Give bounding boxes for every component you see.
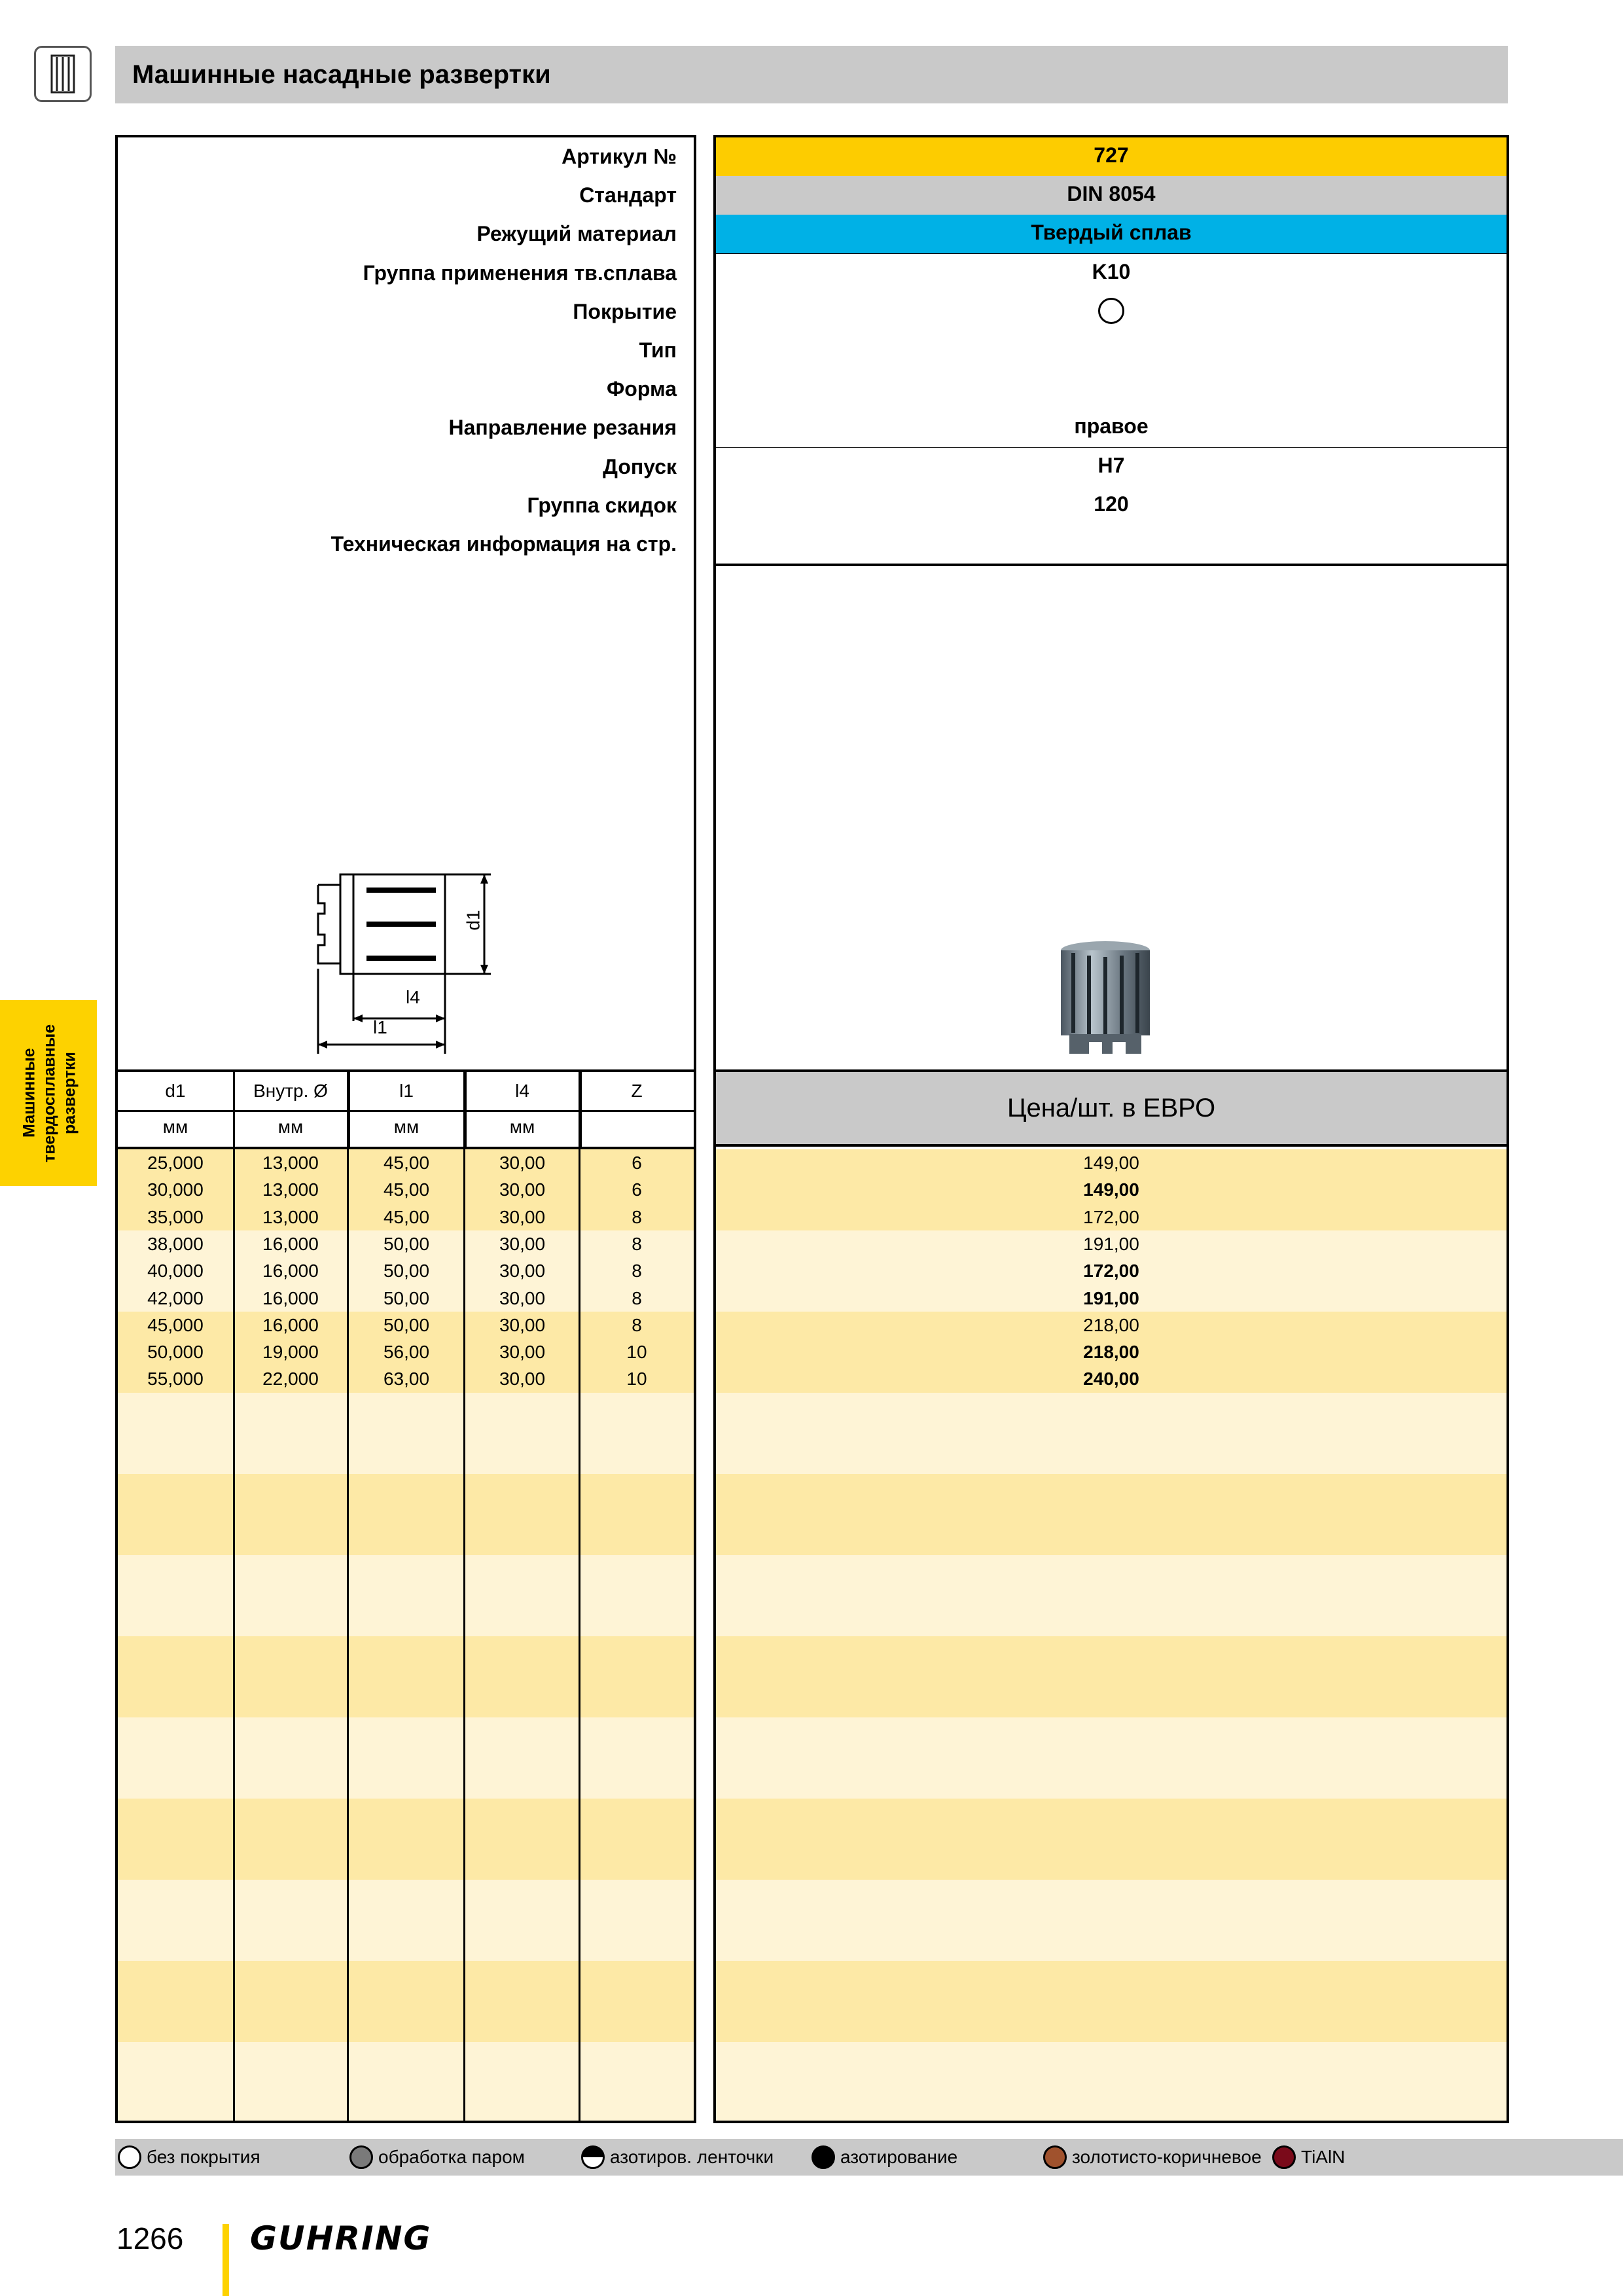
property-value: правое: [716, 408, 1507, 450]
table-cell-price: 149,00: [1083, 1153, 1139, 1173]
column-header: d1: [118, 1069, 235, 1112]
legend-label: золотисто-коричневое: [1072, 2147, 1262, 2167]
table-cell-d1: 55,000: [147, 1369, 204, 1389]
table-stripe: [716, 1555, 1507, 1636]
table-stripe: [118, 1880, 694, 1961]
table-cell-l1: 50,00: [383, 1315, 430, 1335]
table-stripe: [118, 1636, 694, 1717]
property-value: [716, 370, 1507, 411]
table-stripe: [716, 2042, 1507, 2121]
table-stripe: [118, 1393, 694, 1474]
table-cell-d1: 45,000: [147, 1315, 204, 1335]
table-cell-l1: 63,00: [383, 1369, 430, 1389]
table-stripe: [118, 1799, 694, 1880]
column-unit: мм: [118, 1107, 235, 1149]
table-cell-d1: 50,000: [147, 1342, 204, 1362]
table-stripe: [716, 1636, 1507, 1717]
property-label: Стандарт: [579, 183, 677, 207]
table-cell-z: 8: [632, 1234, 642, 1254]
table-cell-z: 8: [632, 1261, 642, 1281]
table-cell-z: 8: [632, 1288, 642, 1308]
property-label: Тип: [639, 338, 677, 362]
table-cell-inner: 13,000: [262, 1153, 319, 1173]
table-stripe: [118, 1555, 694, 1636]
column-divider: [233, 1069, 235, 2121]
property-value: K10: [716, 254, 1507, 295]
table-cell-z: 8: [632, 1315, 642, 1335]
table-stripe: [118, 1961, 694, 2042]
catalog-icon: [34, 46, 92, 102]
property-label: Покрытие: [573, 300, 677, 323]
property-label: Допуск: [603, 455, 677, 478]
page-number: 1266: [116, 2221, 184, 2255]
column-divider: [463, 1069, 465, 2121]
property-label: Техническая информация на стр.: [330, 532, 677, 556]
table-stripe: [716, 1880, 1507, 1961]
table-cell-l4: 30,00: [499, 1342, 546, 1362]
table-cell-l4: 30,00: [499, 1234, 546, 1254]
uncoated-icon: [118, 2145, 141, 2169]
table-cell-inner: 22,000: [262, 1369, 319, 1389]
table-cell-d1: 38,000: [147, 1234, 204, 1254]
legend-label: азотирование: [840, 2147, 958, 2167]
legend-item: [349, 2139, 525, 2176]
legend-label: TiAlN: [1301, 2147, 1346, 2167]
column-header: l1: [348, 1069, 467, 1112]
column-header: Внутр. Ø: [233, 1069, 350, 1112]
table-cell-price: 240,00: [1083, 1369, 1139, 1389]
property-value: Твердый сплав: [716, 215, 1507, 256]
table-cell-inner: 13,000: [262, 1179, 319, 1200]
table-cell-l4: 30,00: [499, 1288, 546, 1308]
table-cell-l4: 30,00: [499, 1207, 546, 1227]
table-cell-price: 191,00: [1083, 1234, 1139, 1254]
table-cell-inner: 16,000: [262, 1315, 319, 1335]
table-cell-l1: 50,00: [383, 1234, 430, 1254]
property-value: 727: [716, 137, 1507, 179]
table-cell-price: 218,00: [1083, 1342, 1139, 1362]
tialn-icon: [1272, 2145, 1296, 2169]
table-cell-d1: 30,000: [147, 1179, 204, 1200]
table-cell-l1: 50,00: [383, 1261, 430, 1281]
legend-label: без покрытия: [147, 2147, 260, 2167]
table-stripe: [118, 2042, 694, 2121]
table-cell-d1: 25,000: [147, 1153, 204, 1173]
legend-label: обработка паром: [378, 2147, 525, 2167]
property-label: Артикул №: [562, 145, 677, 168]
legend-item: [812, 2139, 957, 2176]
section-tab-label: Машинные твердосплавные развертки: [20, 1024, 79, 1162]
table-cell-l1: 45,00: [383, 1179, 430, 1200]
column-unit: мм: [465, 1107, 582, 1149]
nitrided-lands-icon: [581, 2145, 605, 2169]
table-cell-z: 10: [626, 1369, 647, 1389]
table-cell-z: 8: [632, 1207, 642, 1227]
table-cell-price: 172,00: [1083, 1261, 1139, 1281]
table-cell-price: 218,00: [1083, 1315, 1139, 1335]
table-cell-l1: 45,00: [383, 1207, 430, 1227]
table-stripe: [716, 1474, 1507, 1555]
table-cell-l4: 30,00: [499, 1261, 546, 1281]
table-cell-l4: 30,00: [499, 1153, 546, 1173]
table-cell-price: 172,00: [1083, 1207, 1139, 1227]
column-unit: мм: [233, 1107, 350, 1149]
property-value: H7: [716, 448, 1507, 489]
nitrided-icon: [812, 2145, 835, 2169]
table-cell-l4: 30,00: [499, 1315, 546, 1335]
table-stripe: [716, 1961, 1507, 2042]
table-cell-l1: 45,00: [383, 1153, 430, 1173]
technical-drawing: [301, 851, 497, 1060]
property-label: Группа применения тв.сплава: [363, 261, 677, 285]
property-value: 120: [716, 486, 1507, 528]
table-stripe: [716, 1799, 1507, 1880]
table-stripe: [716, 1393, 1507, 1474]
property-value: DIN 8054: [716, 176, 1507, 217]
legend-item: [581, 2139, 774, 2176]
drawing-label-l4: l4: [406, 987, 420, 1007]
table-cell-d1: 42,000: [147, 1288, 204, 1308]
property-label: Группа скидок: [527, 493, 677, 517]
table-cell-z: 6: [632, 1179, 642, 1200]
table-cell-l1: 50,00: [383, 1288, 430, 1308]
column-header: Z: [580, 1069, 696, 1112]
table-cell-inner: 19,000: [262, 1342, 319, 1362]
column-divider: [579, 1069, 580, 2121]
legend-item: [1043, 2139, 1262, 2176]
legend-item: [118, 2139, 260, 2176]
property-label: Направление резания: [448, 416, 677, 439]
table-cell-z: 6: [632, 1153, 642, 1173]
table-cell-d1: 40,000: [147, 1261, 204, 1281]
table-stripe: [118, 1474, 694, 1555]
gold-brown-icon: [1043, 2145, 1067, 2169]
column-unit: [580, 1107, 696, 1149]
table-cell-l1: 56,00: [383, 1342, 430, 1362]
drawing-label-d1: d1: [463, 910, 484, 931]
table-cell-inner: 13,000: [262, 1207, 319, 1227]
column-divider: [347, 1069, 349, 2121]
table-cell-inner: 16,000: [262, 1234, 319, 1254]
table-cell-price: 191,00: [1083, 1288, 1139, 1308]
legend-item: [1272, 2139, 1345, 2176]
table-cell-z: 10: [626, 1342, 647, 1362]
table-stripe: [716, 1717, 1507, 1799]
property-value: [716, 293, 1507, 334]
column-unit: мм: [348, 1107, 467, 1149]
column-header: l4: [465, 1069, 582, 1112]
property-value: [716, 331, 1507, 372]
brand-logo: GUHRING: [250, 2219, 432, 2257]
price-header: Цена/шт. в ЕВРО: [716, 1069, 1507, 1147]
property-label: Режущий материал: [476, 222, 677, 245]
table-cell-l4: 30,00: [499, 1179, 546, 1200]
table-stripe: [118, 1717, 694, 1799]
table-cell-d1: 35,000: [147, 1207, 204, 1227]
legend-label: азотиров. ленточки: [610, 2147, 774, 2167]
drawing-label-l1: l1: [373, 1017, 387, 1037]
table-cell-price: 149,00: [1083, 1179, 1139, 1200]
property-label: Форма: [606, 377, 677, 401]
property-value: [716, 525, 1507, 566]
footer-accent-line: [223, 2224, 229, 2296]
page-title: Машинные насадные развертки: [132, 60, 551, 89]
steam-icon: [349, 2145, 373, 2169]
product-photo: [1050, 936, 1161, 1060]
uncoated-circle-icon: [1098, 298, 1124, 324]
table-cell-l4: 30,00: [499, 1369, 546, 1389]
table-cell-inner: 16,000: [262, 1288, 319, 1308]
table-cell-inner: 16,000: [262, 1261, 319, 1281]
